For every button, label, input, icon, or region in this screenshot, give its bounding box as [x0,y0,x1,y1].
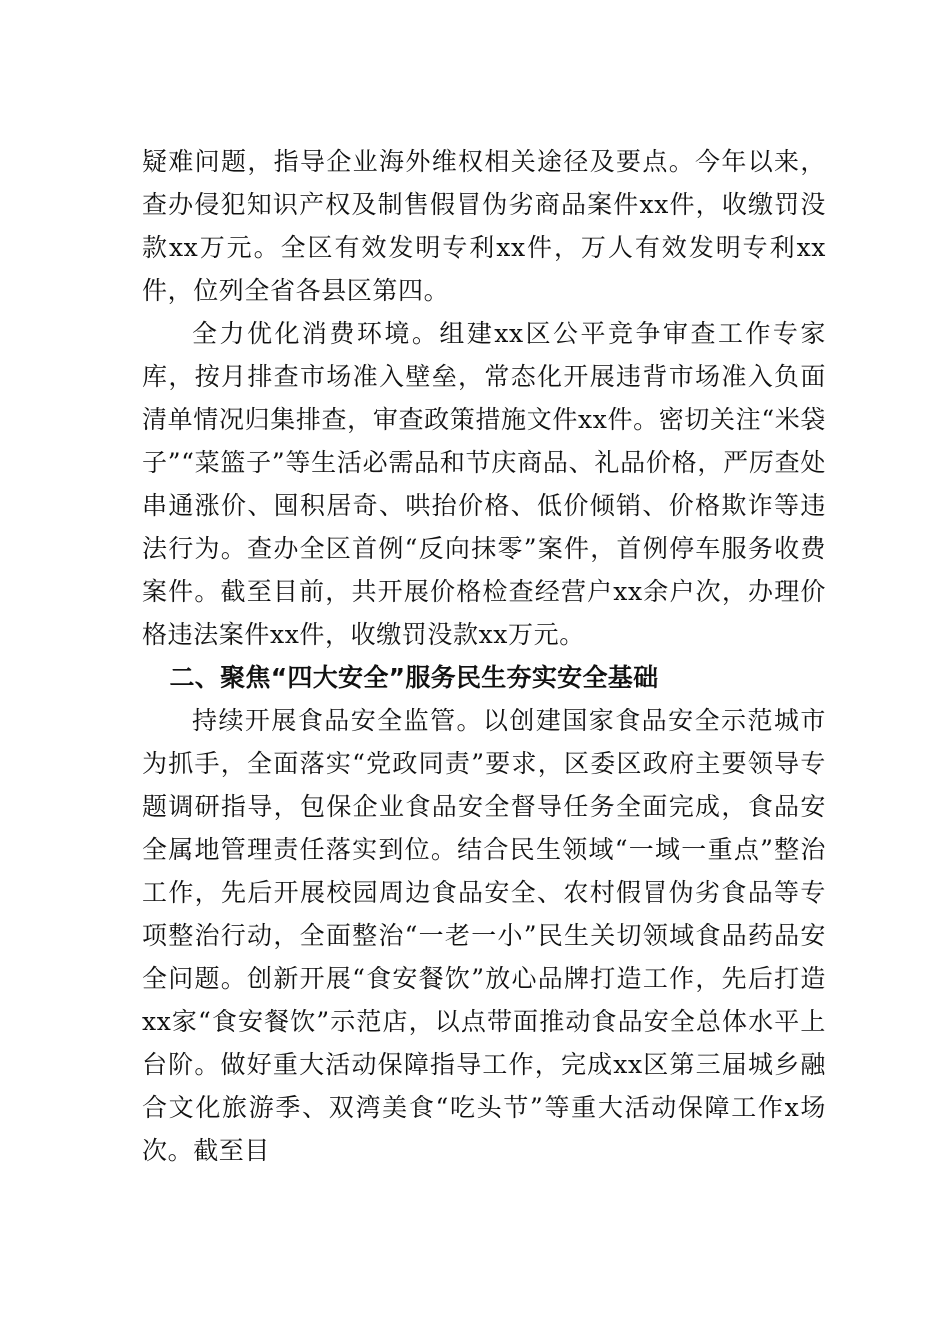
paragraph-consumption-environment: 全力优化消费环境。组建xx区公平竞争审查工作专家库，按月排查市场准入壁垒，常态化开展违背市场准入负面清单情况归集排查，审查政策措施文件xx件。密切关注“米袋子”“菜篮子”等生活必需品和节庆商品、礼品价格，严厉查处串通涨价、囤积居奇、哄抬价格、低价倾销、价格欺诈等违法行为。查办全区首例“反向抹零”案件，首例停车服务收费案件。截至目前，共开展价格检查经营户xx余户次，办理价格违法案件xx件，收缴罚没款xx万元。 [142,319,826,649]
paragraph-continued: 疑难问题，指导企业海外维权相关途径及要点。今年以来，查办侵犯知识产权及制售假冒伪劣商品案件xx件，收缴罚没款xx万元。全区有效发明专利xx件，万人有效发明专利xx件，位列全省各县区第四。 [142,147,826,305]
document-body [142,140,826,1172]
paragraph-food-safety: 持续开展食品安全监管。以创建国家食品安全示范城市为抓手，全面落实“党政同责”要求，区委区政府主要领导专题调研指导，包保企业食品安全督导任务全面完成，食品安全属地管理责任落实到位。结合民生领域“一域一重点”整治工作，先后开展校园周边食品安全、农村假冒伪劣食品等专项整治行动，全面整治“一老一小”民生关切领域食品药品安全问题。创新开展“食安餐饮”放心品牌打造工作，先后打造xx家“食安餐饮”示范店，以点带面推动食品安全总体水平上台阶。做好重大活动保障指导工作，完成xx区第三届城乡融合文化旅游季、双湾美食“吃头节”等重大活动保障工作x场次。截至目 [142,706,826,1165]
section-heading: 二、聚焦“四大安全”服务民生夯实安全基础 [169,663,659,692]
